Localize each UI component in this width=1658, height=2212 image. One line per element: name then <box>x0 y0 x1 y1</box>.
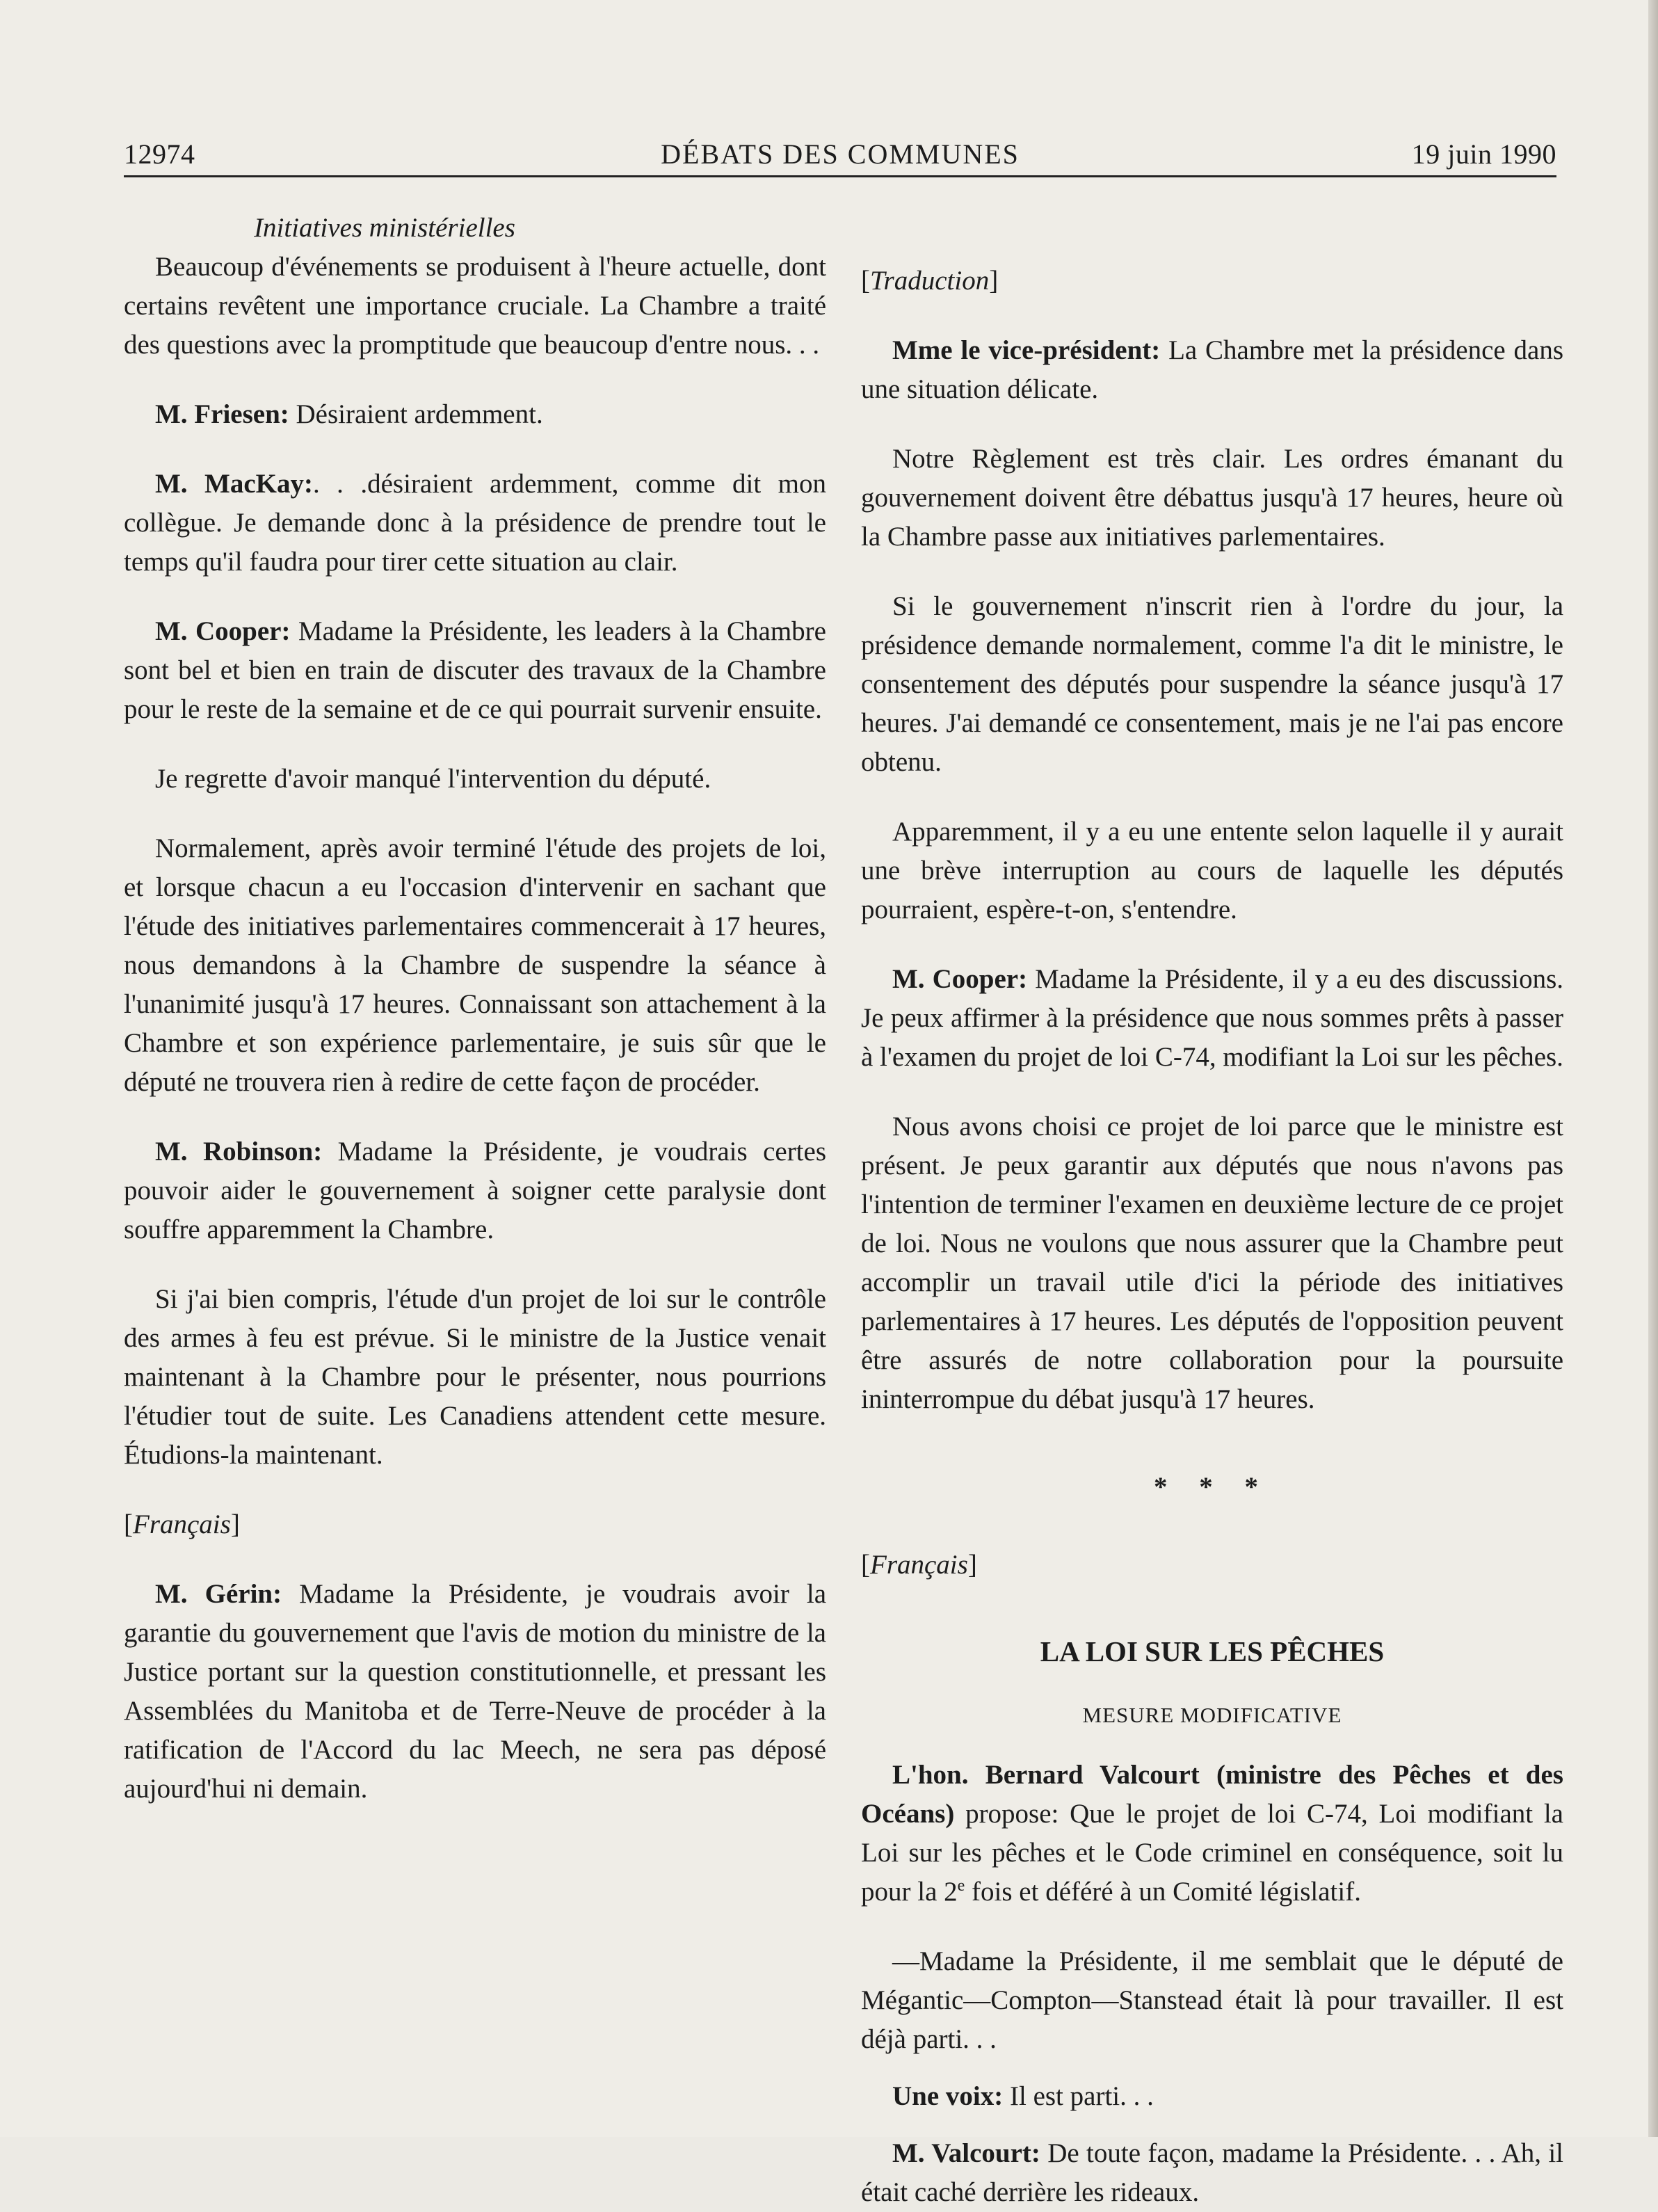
paragraph: —Madame la Présidente, il me semblait que le député de Mégantic—Compton—Stanstead était là pour travailler. Il est déjà parti. . . <box>861 1946 1563 2054</box>
speech-text: Madame la Présidente, il y a eu des discussions. Je peux affirmer à la présidence que nous sommes prêts à passer à l'examen du projet de loi C-74, modifiant la Loi sur les pêches. <box>861 964 1563 1072</box>
speaker-name: M. Valcourt: <box>892 2138 1040 2168</box>
speech-text: fois et déféré à un Comité législatif. <box>965 1877 1361 1907</box>
paragraph: Notre Règlement est très clair. Les ordres émanant du gouvernement doivent être débattus jusqu'à 17 heures, heure où la Chambre passe aux initiatives parlementaires. <box>861 444 1563 552</box>
section-subheading: MESURE MODIFICATIVE <box>1082 1703 1342 1727</box>
paragraph <box>124 1575 826 1809</box>
language-label: [Traduction] <box>861 266 999 296</box>
paragraph: Normalement, après avoir terminé l'étude des projets de loi, et lorsque chacun a eu l'occasion d'intervenir en sachant que l'étude des initiatives parlementaires commencerait à 17 heures, nous demandons à la Chambre de suspendre la séance à l'unanimité jusqu'à 17 heures. Connaissant son attachement à la Chambre et son expérience parlementaire, je suis sûr que le député ne trouvera rien à redire de cette façon de procéder. <box>124 833 826 1097</box>
header-rule <box>124 175 1556 177</box>
superscript: e <box>957 1877 965 1895</box>
paragraph <box>124 395 826 434</box>
paragraph <box>124 612 826 729</box>
paragraph <box>861 960 1563 1077</box>
section-separator: * * * <box>1154 1472 1271 1502</box>
language-label: [Français] <box>124 1509 240 1539</box>
speaker-name: L'hon. Bernard Valcourt (ministre des Pêches et des Océans) <box>861 1760 1563 1829</box>
left-column <box>124 209 826 1809</box>
language-label: [Français] <box>861 1550 977 1580</box>
speech-text: Madame la Présidente, je voudrais certes pouvoir aider le gouvernement à soigner cette paralysie dont souffre apparemment la Chambre. <box>124 1137 826 1244</box>
paragraph <box>861 2077 1563 2116</box>
publication-date: 19 juin 1990 <box>1411 138 1556 170</box>
section-label: Initiatives ministérielles <box>254 213 515 243</box>
publication-title: DÉBATS DES COMMUNES <box>661 138 1020 170</box>
section-heading: LA LOI SUR LES PÊCHES <box>1040 1635 1385 1667</box>
speaker-name: M. MacKay: <box>155 469 313 499</box>
speaker-name: M. Cooper: <box>155 616 291 646</box>
speaker-name: M. Gérin: <box>155 1579 282 1609</box>
speech-text: . . .désiraient ardemment, comme dit mon collègue. Je demande donc à la présidence de prendre tout le temps qu'il faudra pour tirer cette situation au clair. <box>124 469 826 577</box>
speech-text: Madame la Présidente, je voudrais avoir la garantie du gouvernement que l'avis de motion du ministre de la Justice portant sur la question constitutionnelle, et pressant les Assemblées du Manitoba et de Terre-Neuve de procéder à la ratification de l'Accord du lac Meech, ne sera pas déposé aujourd'hui ni demain. <box>124 1579 827 1804</box>
speaker-name: M. Cooper: <box>892 964 1028 994</box>
speech-text: Il est parti. . . <box>1003 2081 1154 2111</box>
paragraph: Je regrette d'avoir manqué l'intervention du député. <box>155 764 711 794</box>
paragraph: Beaucoup d'événements se produisent à l'heure actuelle, dont certains revêtent une importance cruciale. La Chambre a traité des questions avec la promptitude que beaucoup d'entre nous. . . <box>124 252 826 360</box>
page-edge-shadow <box>1648 0 1658 2137</box>
right-column <box>861 209 1563 2212</box>
speech-text: propose: Que le projet de loi C-74, Loi modifiant la Loi sur les pêches et le Code criminel en conséquence, soit lu pour la 2 <box>861 1799 1563 1907</box>
paragraph <box>861 1756 1563 1912</box>
paragraph <box>861 2134 1563 2212</box>
speaker-name: Une voix: <box>892 2081 1004 2111</box>
paragraph <box>124 1132 826 1249</box>
speaker-name: M. Friesen: <box>155 399 289 429</box>
paragraph: Nous avons choisi ce projet de loi parce que le ministre est présent. Je peux garantir aux députés que nous n'avons pas l'intention de terminer l'examen en deuxième lecture de ce projet de loi. Nous ne voulons que nous assurer que la Chambre peut accomplir un travail utile d'ici la période des initiatives parlementaires à 17 heures. Les députés de l'opposition peuvent être assurés de notre collaboration pour la poursuite ininterrompue du débat jusqu'à 17 heures. <box>861 1112 1563 1414</box>
paragraph: Si j'ai bien compris, l'étude d'un projet de loi sur le contrôle des armes à feu est prévue. Si le ministre de la Justice venait maintenant à la Chambre pour le présenter, nous pourrions l'étudier tout de suite. Les Canadiens attendent cette mesure. Étudions-la maintenant. <box>124 1284 826 1470</box>
paragraph: Si le gouvernement n'inscrit rien à l'ordre du jour, la présidence demande normalement, comme l'a dit le ministre, le consentement des députés pour suspendre la séance jusqu'à 17 heures. J'ai demandé ce consentement, mais je ne l'ai pas encore obtenu. <box>861 591 1563 777</box>
speaker-name: M. Robinson: <box>155 1137 323 1167</box>
paragraph: Apparemment, il y a eu une entente selon laquelle il y aurait une brève interruption au cours de laquelle les députés pourraient, espère-t-on, s'entendre. <box>861 817 1563 924</box>
running-header <box>124 134 1556 177</box>
paragraph <box>861 331 1563 409</box>
speech-text: Madame la Présidente, les leaders à la Chambre sont bel et bien en train de discuter des travaux de la Chambre pour le reste de la semaine et de ce qui pourrait survenir ensuite. <box>124 616 826 724</box>
speech-text: De toute façon, madame la Présidente. . . Ah, il était caché derrière les rideaux. <box>861 2138 1563 2207</box>
speech-text: La Chambre met la présidence dans une situation délicate. <box>861 335 1563 404</box>
speech-text: Désiraient ardemment. <box>289 399 543 429</box>
page-number: 12974 <box>124 138 195 170</box>
paragraph <box>124 465 826 582</box>
speaker-name: Mme le vice-président: <box>892 335 1161 365</box>
